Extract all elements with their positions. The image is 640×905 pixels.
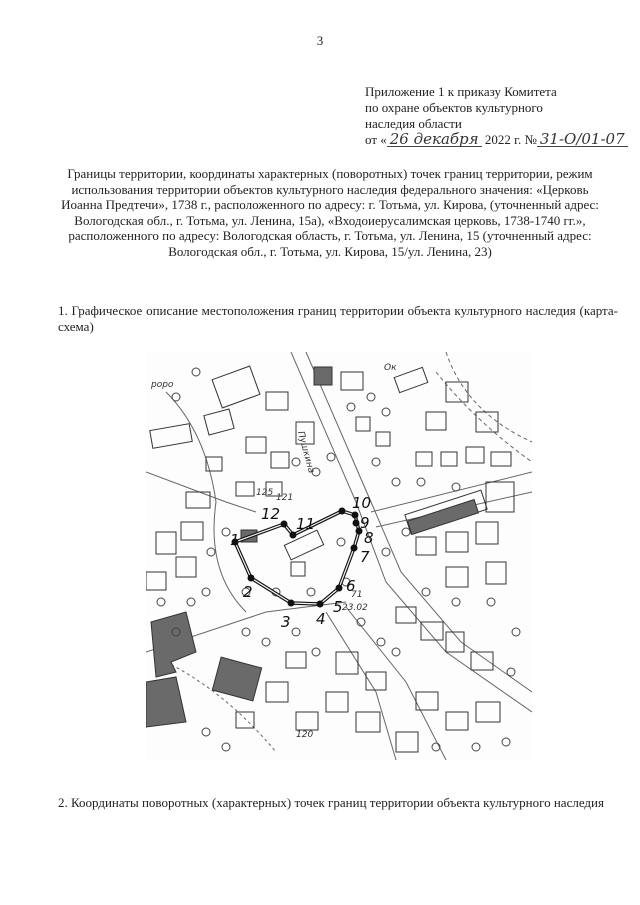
handwritten-order-number: 31-О/01-07: [537, 132, 628, 147]
map-label-71: 71: [351, 590, 363, 600]
point-label-10: 10: [352, 494, 372, 512]
year-text: 2022 г. №: [481, 132, 537, 147]
document-title: Границы территории, координаты характерных (поворотных) точек границ территории, режим использования территории объектов культурного наследия федерального значения: «Церковь Иоанна Предтечи», 1738 г., расположенного по адресу: г. Тотьма, ул. Кирова, (уточненный адрес: Вологодская обл., г. Тотьма, ул. Ленина, 15а), «Входоиерусалимская церковь, 1738-1740 гг.», расположенного по адресу: Вологодская область, г. Тотьма, ул. Ленина, 15 (уточненный адрес: Вологодская обл., г. Тотьма, ул. Кирова, 15/ул. Ленина, 23): [61, 166, 599, 259]
point-label-6: 6: [346, 577, 356, 595]
section-1-heading: 1. Графическое описание местоположения границ территории объекта культурного наследия (карта-схема): [58, 303, 618, 334]
map-scheme: [146, 352, 532, 760]
map-svg: [146, 352, 532, 760]
point-label-12: 12: [261, 505, 281, 523]
point-label-3: 3: [281, 613, 291, 631]
handwritten-date: 26 декабря: [387, 132, 482, 147]
section-2-heading: 2. Координаты поворотных (характерных) точек границ территории объекта культурного наследия: [58, 795, 604, 810]
point-label-2: 2: [243, 583, 253, 601]
point-label-9: 9: [360, 514, 370, 532]
appendix-header: [365, 84, 630, 148]
map-label-121: 121: [276, 493, 294, 503]
point-label-8: 8: [364, 529, 374, 547]
point-label-4: 4: [316, 610, 326, 628]
appendix-line-3: наследия области: [365, 116, 462, 131]
appendix-line-2: по охране объектов культурного: [365, 100, 543, 115]
appendix-date-line: [365, 132, 630, 148]
date-prefix: от «: [365, 132, 387, 147]
point-label-11: 11: [296, 515, 316, 533]
map-label-2302: 23.02: [342, 603, 368, 613]
point-label-1: 1: [230, 531, 240, 549]
map-label-ok: Ок: [384, 363, 397, 373]
map-label-120: 120: [296, 730, 314, 740]
point-label-5: 5: [333, 598, 343, 616]
street-label: Пушкина: [295, 430, 316, 475]
appendix-line-1: Приложение 1 к приказу Комитета: [365, 84, 557, 99]
map-label-roro: роро: [151, 380, 174, 390]
map-label-125: 125: [256, 488, 274, 498]
page-number: 3: [316, 33, 324, 48]
point-label-7: 7: [360, 548, 370, 566]
